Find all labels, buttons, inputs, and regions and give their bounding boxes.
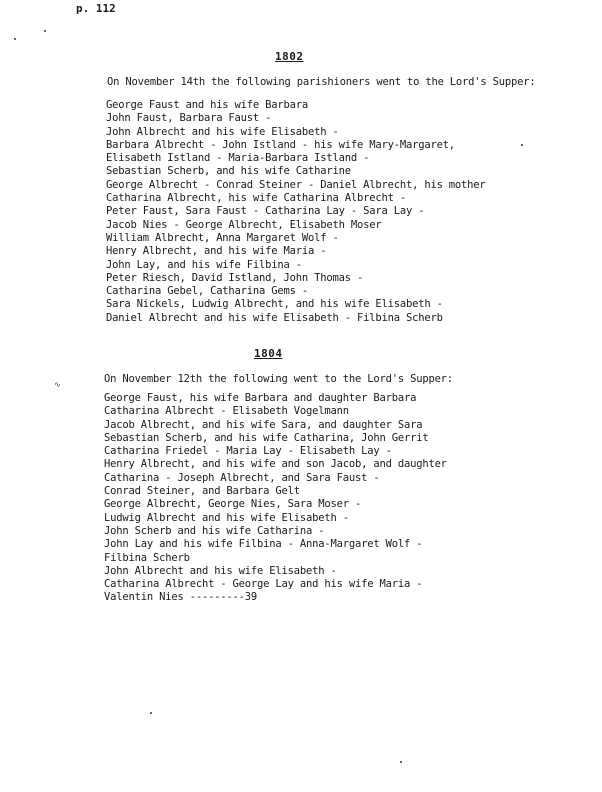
list-line: Henry Albrecht, and his wife and son Jacob, and daughter: [104, 458, 447, 471]
list-line: John Lay, and his wife Filbina -: [106, 258, 302, 271]
list-line: Peter Faust, Sara Faust - Catharina Lay - Sara Lay -: [106, 205, 425, 218]
list-line: Catharina Albrecht - Elisabeth Vogelmann: [104, 405, 349, 418]
page-number: p. 112: [76, 2, 116, 15]
list-line: Jacob Nies - George Albrecht, Elisabeth Moser: [106, 218, 382, 231]
scan-speck: [44, 30, 46, 32]
list-line: John Lay and his wife Filbina - Anna-Margaret Wolf -: [104, 538, 423, 551]
list-line: John Scherb and his wife Catharina -: [104, 524, 325, 537]
list-line: George Faust and his wife Barbara: [106, 99, 309, 111]
list-line: Filbina Scherb: [104, 551, 190, 564]
section-intro-1802: On November 14th the following parishioners went to the Lord's Supper:: [107, 76, 536, 88]
list-line: Catharina Friedel - Maria Lay - Elisabeth Lay -: [104, 445, 392, 458]
scan-speck: [150, 712, 152, 714]
list-line: Henry Albrecht, and his wife Maria -: [106, 245, 327, 258]
list-line: George Albrecht, George Nies, Sara Moser -: [104, 498, 362, 511]
list-line: William Albrecht, Anna Margaret Wolf -: [106, 231, 339, 244]
section-intro-1804: On November 12th the following went to the Lord's Supper:: [104, 373, 453, 385]
list-line: Sebastian Scherb, and his wife Catharina, John Gerrit: [104, 431, 429, 444]
list-line: Daniel Albrecht and his wife Elisabeth - Filbina Scherb: [106, 311, 443, 324]
list-line: Barbara Albrecht - John Istland - his wife Mary-Margaret,: [106, 138, 455, 151]
list-line: George Albrecht - Conrad Steiner - Daniel Albrecht, his mother: [106, 178, 486, 191]
list-line: Peter Riesch, David Istland, John Thomas -: [106, 271, 364, 284]
parishioner-list-1804: [104, 392, 447, 605]
list-line: John Albrecht and his wife Elisabeth -: [106, 125, 339, 138]
list-line: Catharina - Joseph Albrecht, and Sara Faust -: [104, 471, 380, 484]
list-line: Catharina Gebel, Catharina Gems -: [106, 285, 309, 298]
parishioner-list-1802: [106, 99, 486, 325]
list-line: John Albrecht and his wife Elisabeth -: [104, 564, 337, 577]
list-line: Catharina Albrecht - George Lay and his wife Maria -: [104, 578, 423, 591]
scan-speck: [14, 38, 16, 40]
list-line: Jacob Albrecht, and his wife Sara, and daughter Sara: [104, 418, 423, 431]
scan-speck: [521, 144, 523, 146]
list-line: Conrad Steiner, and Barbara Gelt: [104, 485, 300, 498]
list-line: John Faust, Barbara Faust -: [106, 112, 272, 125]
year-heading-1802: 1802: [275, 50, 304, 63]
list-line: Valentin Nies ---------39: [104, 591, 258, 604]
list-line: Ludwig Albrecht and his wife Elisabeth -: [104, 511, 349, 524]
list-line: Elisabeth Istland - Maria-Barbara Istland -: [106, 152, 370, 165]
list-line: Catharina Albrecht, his wife Catharina Albrecht -: [106, 192, 406, 205]
scan-speck: [400, 761, 402, 763]
year-heading-1804: 1804: [254, 347, 283, 360]
scan-smudge-icon: ∿: [54, 380, 61, 389]
list-line: Sara Nickels, Ludwig Albrecht, and his wife Elisabeth -: [106, 298, 443, 311]
list-line: Sebastian Scherb, and his wife Catharine: [106, 165, 351, 178]
list-line: George Faust, his wife Barbara and daughter Barbara: [104, 392, 417, 404]
